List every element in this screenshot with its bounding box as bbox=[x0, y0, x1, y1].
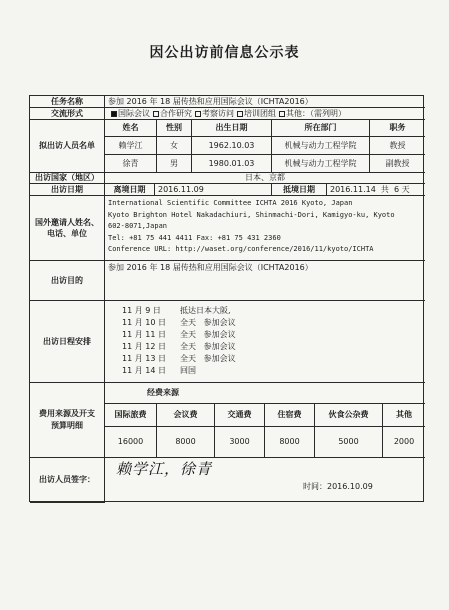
inviter-label: 国外邀请人姓名、 电话、单位 bbox=[30, 196, 105, 261]
person-2-gender: 男 bbox=[157, 155, 192, 173]
signature-label: 出访人员签字： bbox=[30, 458, 105, 503]
checkbox-checked-icon[interactable] bbox=[111, 111, 117, 117]
budget-header-other: 其他 bbox=[383, 404, 425, 427]
schedule-label: 出访日程安排 bbox=[30, 301, 105, 383]
checkbox-empty-icon[interactable] bbox=[279, 111, 285, 117]
person-1-department: 机械与动力工程学院 bbox=[272, 137, 370, 155]
budget-label: 费用来源及开支 预算明细 bbox=[30, 383, 105, 458]
person-2-name: 徐青 bbox=[105, 155, 157, 173]
option-inspection-visit[interactable]: 考察访问 bbox=[192, 109, 234, 119]
schedule-item: 11 月 10 日 全天 参加会议 bbox=[122, 318, 236, 327]
budget-header-conference: 会议费 bbox=[157, 404, 215, 427]
task-name-value: 参加 2016 年 18 届传热和应用国际会议（ICHTA2016） bbox=[105, 96, 425, 108]
depart-date-label: 离境日期 bbox=[105, 184, 155, 196]
person-1-birthdate: 1962.10.03 bbox=[192, 137, 272, 155]
checkbox-empty-icon[interactable] bbox=[237, 111, 243, 117]
personnel-label: 拟出访人员名单 bbox=[30, 120, 105, 173]
purpose-label: 出访目的 bbox=[30, 261, 105, 301]
budget-value-other: 2000 bbox=[383, 427, 425, 458]
budget-value-conference: 8000 bbox=[157, 427, 215, 458]
person-2-position: 副教授 bbox=[370, 155, 425, 173]
schedule-item: 11 月 13 日 全天 参加会议 bbox=[122, 354, 236, 363]
task-name-label: 任务名称 bbox=[30, 96, 105, 108]
page-title: 因公出访前信息公示表 bbox=[149, 45, 300, 61]
person-1-position: 教授 bbox=[370, 137, 425, 155]
dates-label: 出访日期 bbox=[30, 184, 105, 196]
person-1-gender: 女 bbox=[157, 137, 192, 155]
header-name: 姓名 bbox=[105, 120, 157, 137]
handwritten-signature: 赖学江，徐青 bbox=[116, 460, 213, 478]
option-cooperative-research[interactable]: 合作研究 bbox=[150, 109, 192, 119]
arrive-date-label: 抵境日期 bbox=[272, 184, 327, 196]
purpose-value: 参加 2016 年 18 届传热和应用国际会议（ICHTA2016） bbox=[105, 261, 425, 301]
budget-header-transport: 交通费 bbox=[215, 404, 265, 427]
country-value: 日本、京都 bbox=[105, 173, 425, 184]
option-training-group[interactable]: 培训团组 bbox=[234, 109, 276, 119]
budget-value-transport: 3000 bbox=[215, 427, 265, 458]
checkbox-empty-icon[interactable] bbox=[153, 111, 159, 117]
budget-header-meals: 伙食公杂费 bbox=[315, 404, 383, 427]
budget-header-travel: 国际旅费 bbox=[105, 404, 157, 427]
schedule-item: 11 月 12 日 全天 参加会议 bbox=[122, 342, 236, 351]
option-other[interactable]: 其他：（需列明） bbox=[276, 109, 346, 119]
option-international-conference[interactable]: 国际会议 bbox=[108, 109, 150, 119]
checkbox-empty-icon[interactable] bbox=[195, 111, 201, 117]
budget-value-lodging: 8000 bbox=[265, 427, 315, 458]
budget-source-label: 经费来源 bbox=[105, 383, 425, 404]
exchange-form-options bbox=[105, 108, 425, 120]
header-position: 职务 bbox=[370, 120, 425, 137]
header-birthdate: 出生日期 bbox=[192, 120, 272, 137]
depart-date-value: 2016.11.09 bbox=[155, 184, 272, 196]
budget-header-lodging: 住宿费 bbox=[265, 404, 315, 427]
header-gender: 性别 bbox=[157, 120, 192, 137]
schedule-item: 11 月 14 日 回国 bbox=[122, 366, 196, 375]
person-2-birthdate: 1980.01.03 bbox=[192, 155, 272, 173]
exchange-form-label: 交流形式 bbox=[30, 108, 105, 120]
header-department: 所在部门 bbox=[272, 120, 370, 137]
schedule-item: 11 月 11 日 全天 参加会议 bbox=[122, 330, 236, 339]
inviter-details: International Scientific Committee ICHTA 2016 Kyoto, Japan Kyoto Brighton Hotel Nakadachiuri, Shinmachi-Dori, Kamigyo-ku, Kyoto 602-8071,Japan Tel: +81 75 441 4411 Fax: +81 75 431 2360 Conference URL: http://waset.org/conference/2016/11/kyoto/ICHTA bbox=[105, 196, 425, 261]
schedule-item: 11 月 9 日 抵达日本大阪, bbox=[122, 306, 231, 315]
person-1-name: 赖学江 bbox=[105, 137, 157, 155]
disclosure-form bbox=[29, 95, 424, 502]
country-label: 出访国家（地区） bbox=[30, 173, 105, 184]
budget-value-meals: 5000 bbox=[315, 427, 383, 458]
signature-date: 时间：2016.10.09 bbox=[303, 482, 373, 491]
budget-value-travel: 16000 bbox=[105, 427, 157, 458]
person-2-department: 机械与动力工程学院 bbox=[272, 155, 370, 173]
arrive-date-value: 2016.11.14 共 6 天 bbox=[327, 184, 425, 196]
